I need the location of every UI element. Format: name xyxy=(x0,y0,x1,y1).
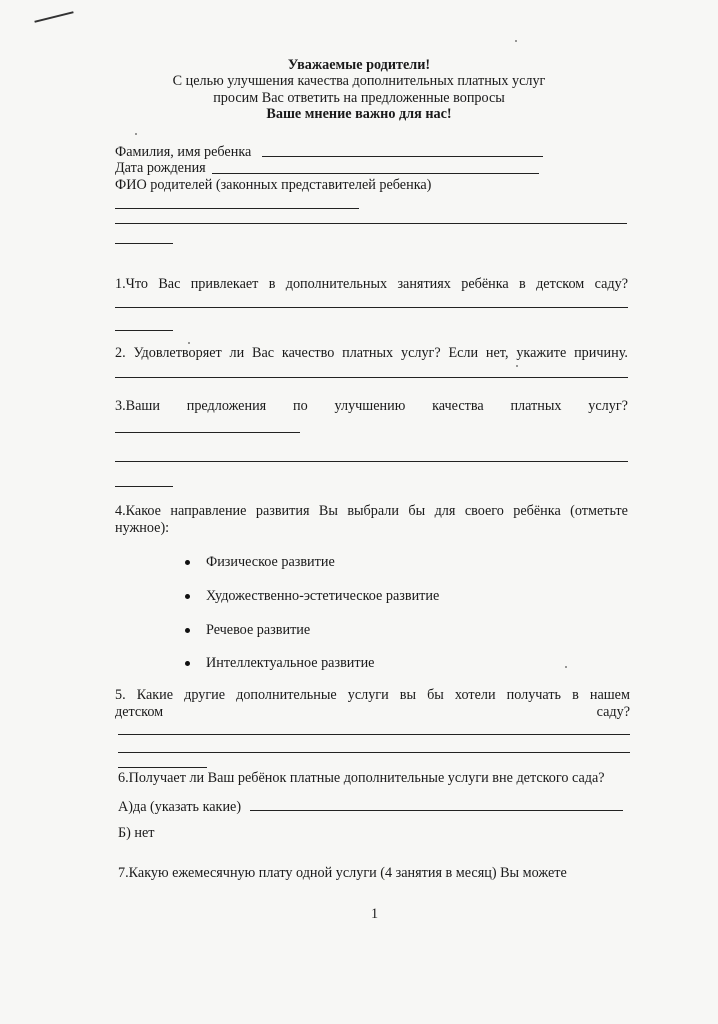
answer-3-line-2[interactable] xyxy=(115,461,628,462)
intro-emphasis: Ваше мнение важно для нас! xyxy=(266,106,452,122)
parents-label: ФИО родителей (законных представителей ребенка) xyxy=(115,177,432,193)
bullet-icon xyxy=(185,594,190,599)
child-name-line[interactable] xyxy=(262,156,543,157)
question-5-cont: детском саду? xyxy=(115,704,630,720)
question-5: 5. Какие другие дополнительные услуги вы бы хотели получать в нашем xyxy=(115,687,630,703)
parents-line-3[interactable] xyxy=(115,243,173,244)
answer-1-line-1[interactable] xyxy=(115,307,628,308)
intro-line-1: С целью улучшения качества дополнительных платных услуг xyxy=(172,73,546,89)
answer-3-line-1[interactable] xyxy=(115,432,300,433)
answer-5-line-2[interactable] xyxy=(118,752,630,753)
question-7: 7.Какую ежемесячную плату одной услуги (4 занятия в месяц) Вы можете xyxy=(118,865,567,881)
intro-line-2: просим Вас ответить на предложенные вопросы xyxy=(213,90,505,106)
bullet-icon xyxy=(185,628,190,633)
scan-mark xyxy=(34,11,73,23)
question-3: 3.Ваши предложения по улучшению качества платных услуг? xyxy=(115,398,628,414)
parents-line-1[interactable] xyxy=(115,208,359,209)
scan-speck xyxy=(188,342,190,344)
answer-1-line-2[interactable] xyxy=(115,330,173,331)
option-artistic[interactable]: Художественно-эстетическое развитие xyxy=(206,588,440,604)
title: Уважаемые родители! xyxy=(287,57,431,73)
question-6-no: Б) нет xyxy=(118,825,155,841)
question-4: 4.Какое направление развития Вы выбрали бы для своего ребёнка (отметьте xyxy=(115,503,628,519)
scan-speck xyxy=(516,365,518,367)
answer-5-line-1[interactable] xyxy=(118,734,630,735)
question-4-cont: нужное): xyxy=(115,520,170,536)
bullet-icon xyxy=(185,560,190,565)
page-number: 1 xyxy=(371,906,379,922)
answer-3-line-3[interactable] xyxy=(115,486,173,487)
option-speech[interactable]: Речевое развитие xyxy=(206,622,311,638)
bullet-icon xyxy=(185,661,190,666)
question-1: 1.Что Вас привлекает в дополнительных занятиях ребёнка в детском саду? xyxy=(115,276,628,292)
parents-line-2[interactable] xyxy=(115,223,627,224)
question-6: 6.Получает ли Ваш ребёнок платные дополнительные услуги вне детского сада? xyxy=(118,770,605,786)
birth-date-label: Дата рождения xyxy=(115,160,206,176)
question-2: 2. Удовлетворяет ли Вас качество платных услуг? Если нет, укажите причину. xyxy=(115,345,628,361)
scan-speck xyxy=(135,133,137,135)
question-6-yes: А)да (указать какие) xyxy=(118,799,242,815)
option-physical[interactable]: Физическое развитие xyxy=(206,554,335,570)
child-name-label: Фамилия, имя ребенка xyxy=(115,144,252,160)
answer-6-line[interactable] xyxy=(250,810,623,811)
scan-speck xyxy=(565,666,567,668)
birth-date-line[interactable] xyxy=(212,173,539,174)
option-intellectual[interactable]: Интеллектуальное развитие xyxy=(206,655,375,671)
answer-2-line[interactable] xyxy=(115,377,628,378)
scan-speck xyxy=(515,40,517,42)
answer-5-line-3[interactable] xyxy=(118,767,207,768)
